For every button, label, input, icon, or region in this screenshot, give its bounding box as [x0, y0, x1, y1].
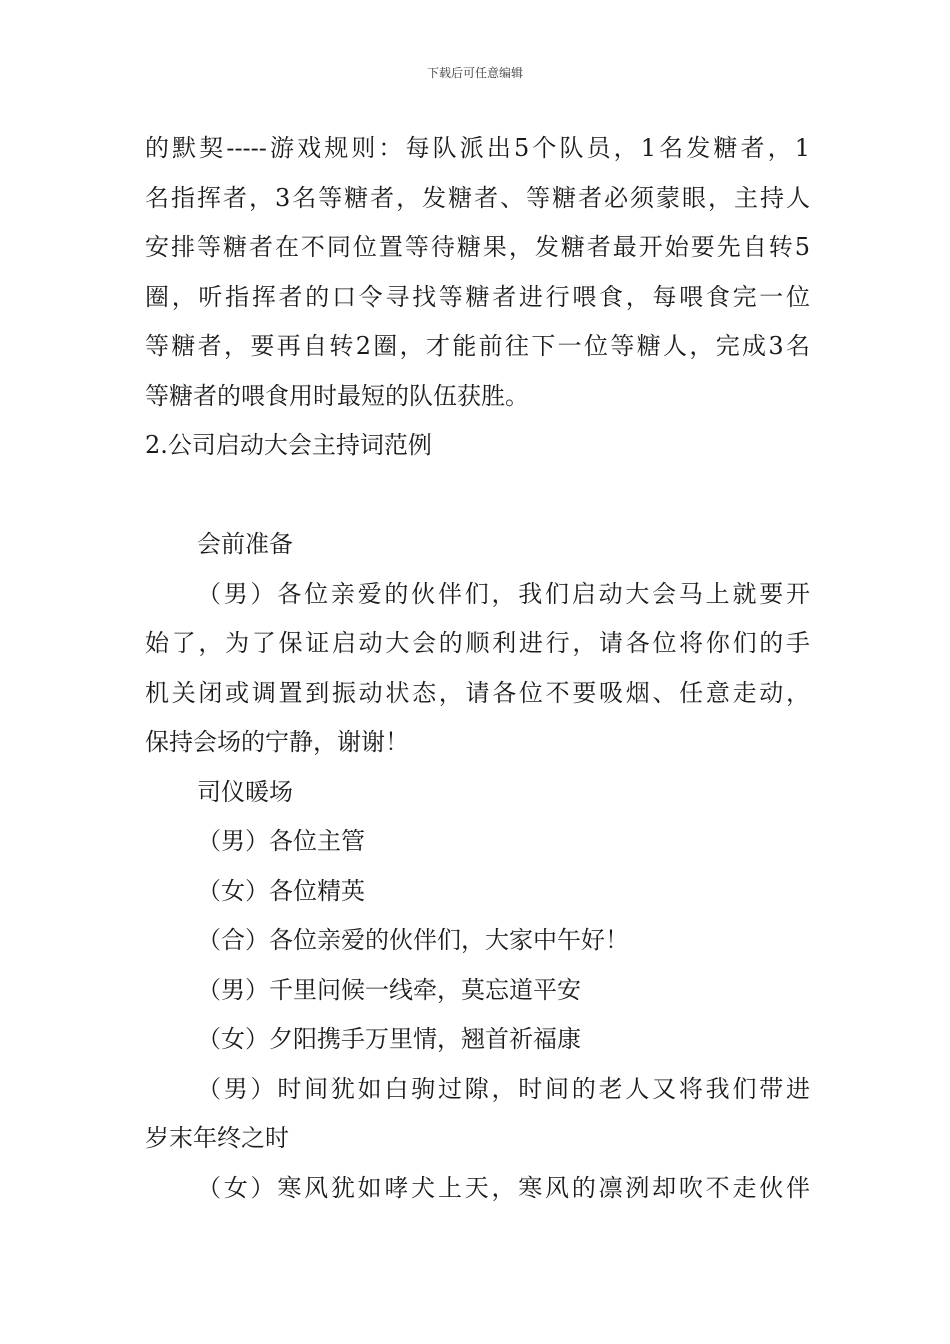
text-line: 始了，为了保证启动大会的顺利进行，请各位将你们的手: [145, 629, 810, 657]
text-line: （女）各位精英: [197, 876, 365, 905]
blank-line: [145, 471, 810, 521]
text-line: 2.公司启动大会主持词范例: [145, 431, 432, 459]
text-line: 名指挥者，3名等糖者，发糖者、等糖者必须蒙眼，主持人: [145, 183, 810, 212]
text-line: 会前准备: [197, 530, 293, 558]
text-line: 保持会场的宁静，谢谢！: [145, 728, 409, 756]
text-line: 安排等糖者在不同位置等待糖果，发糖者最开始要先自转5: [145, 233, 810, 261]
text-line: 岁末年终之时: [145, 1124, 289, 1152]
text-line: （男）各位主管: [197, 827, 365, 855]
document-body: [145, 124, 810, 1213]
text-line: 等糖者，要再自转2圈，才能前往下一位等糖人，完成3名: [145, 332, 810, 360]
text-line: （女）寒风犹如哮犬上天，寒风的凛洌却吹不走伙伴: [197, 1173, 810, 1202]
text-line: （男）各位亲爱的伙伴们，我们启动大会马上就要开: [197, 579, 810, 608]
text-line: （合）各位亲爱的伙伴们，大家中午好！: [197, 926, 629, 954]
text-line: （女）夕阳携手万里情，翘首祈福康: [197, 1025, 581, 1053]
text-line: 的默契-----游戏规则：每队派出5个队员，1名发糖者，1: [145, 134, 810, 162]
page-header: 下载后可任意编辑: [426, 66, 523, 80]
text-line: （男）时间犹如白驹过隙，时间的老人又将我们带进: [197, 1074, 810, 1103]
text-line: 司仪暖场: [197, 777, 293, 806]
text-line: 等糖者的喂食用时最短的队伍获胜。: [145, 381, 529, 410]
text-line: 机关闭或调置到振动状态，请各位不要吸烟、任意走动，: [145, 678, 810, 707]
text-line: （男）千里问候一线牵，莫忘道平安: [197, 975, 581, 1004]
text-line: 圈，听指挥者的口令寻找等糖者进行喂食，每喂食完一位: [145, 282, 810, 311]
